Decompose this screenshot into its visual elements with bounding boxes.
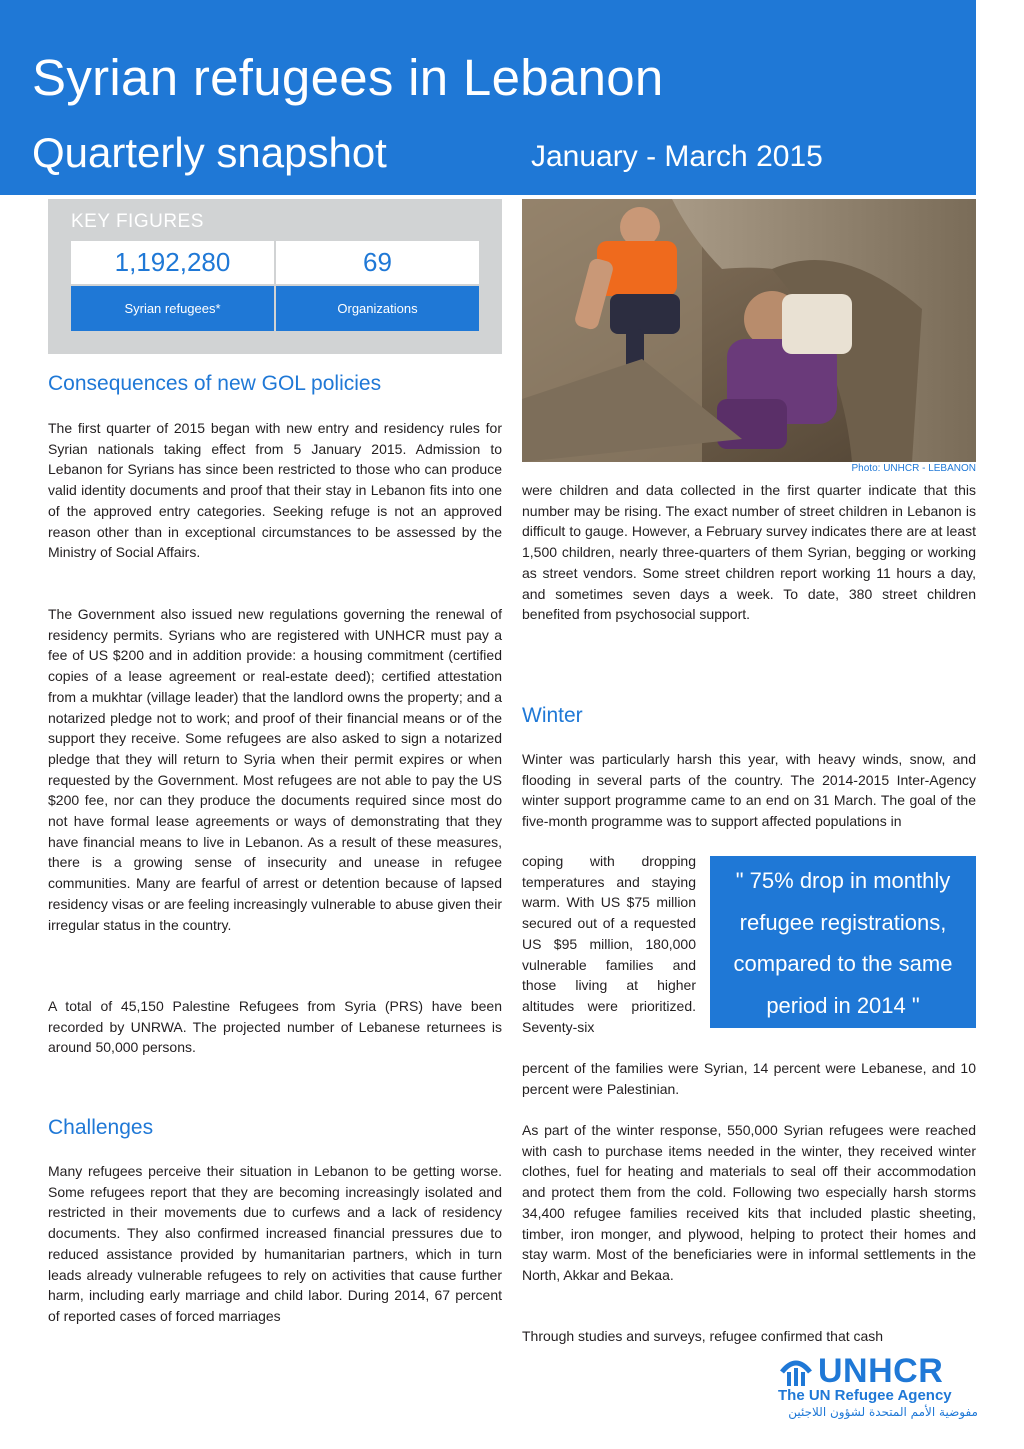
key-figure-caption: Organizations — [276, 286, 479, 331]
key-figure-value: 1,192,280 — [71, 241, 274, 284]
winter-paragraph-3: Through studies and surveys, refugee confirmed that cash — [522, 1328, 884, 1344]
pull-quote — [710, 856, 976, 1028]
unhcr-logo — [778, 1352, 978, 1422]
continued-paragraph: were children and data collected in the first quarter indicate that this number may be rising. The exact number of street children in Lebanon is difficult to gauge. However, a February survey indicates there are at least 1,500 children, nearly three-quarters of them Syrian, begging or working as street vendors. Some street children report working 11 hours a day, and sometimes seven days a week. To date, 380 street children benefited from psychosocial support. — [522, 482, 976, 623]
winter-paragraph-1b: coping with dropping temperatures and staying warm. With US $75 million secured out of a requested US $95 million, 180,000 vulnerable families and those living at higher altitudes were prioritized. Seventy-six — [522, 853, 696, 1035]
section-heading-gol: Consequences of new GOL policies — [48, 372, 382, 395]
winter-paragraph-2: As part of the winter response, 550,000 Syrian refugees were reached with cash to purchase items needed in the winter, they received winter clothes, fuel for heating and materials to seal off their accommodation and protect them from the cold. Following two especially harsh storms 34,400 refugee families received kits that included plastic sheeting, timber, iron monger, and plywood, helping to protect their homes and stay warm. Most of the beneficiaries were in informal settlements in the North, Akkar and Bekaa. — [522, 1122, 976, 1283]
report-period: January - March 2015 — [531, 140, 823, 173]
winter-paragraph-1c: percent of the families were Syrian, 14 percent were Lebanese, and 10 percent were Palestinian. — [522, 1060, 976, 1097]
key-figure-refugees — [71, 241, 274, 331]
logo-tagline: The UN Refugee Agency — [778, 1387, 952, 1404]
photo-illustration — [522, 199, 976, 462]
key-figure-caption: Syrian refugees* — [71, 286, 274, 331]
gol-paragraph-2: The Government also issued new regulations governing the renewal of residency permits. Syrians who are registered with UNHCR must pay a fee of US $200 and in addition provide: a housing commitment (certified copies of a lease agreement or real-estate deed); certified attestation from a mukhtar (village leader) that the landlord owns the property; and a notarized pledge not to work; and proof of their financial means or of the support they receive. Some refugees are also asked to sign a notarized pledge that they will return to Syria when their permit expires or when requested by the Government. Most refugees are not able to pay the US $200 fee, nor can they produce the documents required since most do not have formal lease agreements or ways of demonstrating that they have financial means to live in Lebanon. As a result of these measures, there is a growing sense of insecurity and unease in refugee communities. Many are fearful of arrest or detention because of lapsed residency visas or are feeling increasingly vulnerable to abuse given their irregular status in the country. — [48, 606, 502, 933]
pull-quote-text: " 75% drop in monthly refugee registrations, compared to the same period in 2014 " — [733, 868, 953, 1018]
gol-paragraph-3: A total of 45,150 Palestine Refugees from Syria (PRS) have been recorded by UNRWA. The projected number of Lebanese returnees is around 50,000 persons. — [48, 998, 502, 1056]
key-figures-label: KEY FIGURES — [71, 211, 204, 232]
photo-credit: Photo: UNHCR - LEBANON — [851, 463, 976, 474]
key-figures-box — [48, 199, 502, 354]
gol-paragraph-1: The first quarter of 2015 began with new entry and residency rules for Syrian nationals taking effect from 5 January 2015. Admission to Lebanon for Syrians has since been restricted to those who can produce valid identity documents and proof that their stay in Lebanon fits into one of the approved entry categories. Seeking refuge is not an approved reason other than in exceptional circumstances to be assessed by the Ministry of Social Affairs. — [48, 420, 502, 561]
section-heading-challenges: Challenges — [48, 1116, 154, 1139]
page-title: Syrian refugees in Lebanon — [32, 49, 664, 106]
key-figure-value: 69 — [276, 241, 479, 284]
winter-paragraph-1a: Winter was particularly harsh this year, with heavy winds, snow, and flooding in several parts of the country. The 2014-2015 Inter-Agency winter support programme came to an end on 31 March. The goal of the five-month programme was to support affected populations in — [522, 751, 976, 830]
key-figure-organizations — [276, 241, 479, 331]
section-heading-winter: Winter — [522, 704, 583, 727]
photo-children — [522, 199, 976, 462]
page-subtitle: Quarterly snapshot — [32, 129, 387, 176]
challenges-paragraph-1: Many refugees perceive their situation in Lebanon to be getting worse. Some refugees report that they are becoming increasingly isolated and restricted in their movements due to curfews and a lack of residency documents. They also confirmed increased financial pressures due to reduced assistance provided by humanitarian partners, which in turn leads already vulnerable refugees to rely on activities that cause further harm, including early marriage and child labor. During 2014, 67 percent of reported cases of forced marriages — [48, 1163, 502, 1324]
logo-arabic: مفوضية الأمم المتحدة لشؤون اللاجئين — [788, 1405, 978, 1419]
logo-name: UNHCR — [818, 1352, 944, 1390]
header-banner — [0, 0, 976, 195]
unhcr-emblem-icon — [778, 1354, 814, 1390]
